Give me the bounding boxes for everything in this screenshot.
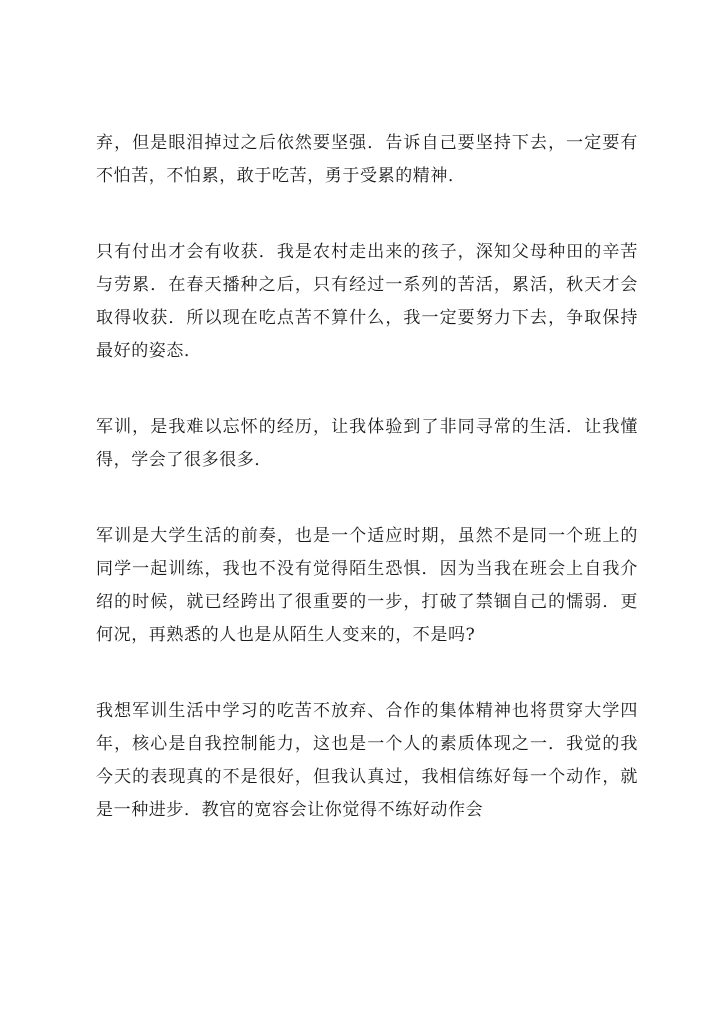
paragraph-2: 只有付出才会有收获．我是农村走出来的孩子，深知父母种田的辛苦与劳累．在春天播种之后，只有经过一系列的苦活，累活，秋天才会取得收获．所以现在吃点苦不算什么，我一定要努力下去，争取保持最好的姿态．: [96, 242, 638, 361]
paragraph-5: 我想军训生活中学习的吃苦不放弃、合作的集体精神也将贯穿大学四年，核心是自我控制能力，这也是一个人的素质体现之一．我觉的我今天的表现真的不是很好，但我认真过，我相信练好每一个动作，就是一种进步．教官的宽容会让你觉得不练好动作会: [96, 701, 638, 820]
document-page: [96, 127, 638, 827]
paragraph-1: 弃，但是眼泪掉过之后依然要坚强．告诉自己要坚持下去，一定要有不怕苦，不怕累，敢于吃苦，勇于受累的精神．: [96, 133, 638, 186]
paragraph-4: 军训是大学生活的前奏，也是一个适应时期，虽然不是同一个班上的同学一起训练，我也不没有觉得陌生恐惧．因为当我在班会上自我介绍的时候，就已经跨出了很重要的一步，打破了禁锢自己的懦弱．更何况，再熟悉的人也是从陌生人变来的，不是吗?: [96, 526, 638, 645]
paragraph-3: 军训，是我难以忘怀的经历，让我体验到了非同寻常的生活．让我懂得，学会了很多很多．: [96, 417, 638, 470]
